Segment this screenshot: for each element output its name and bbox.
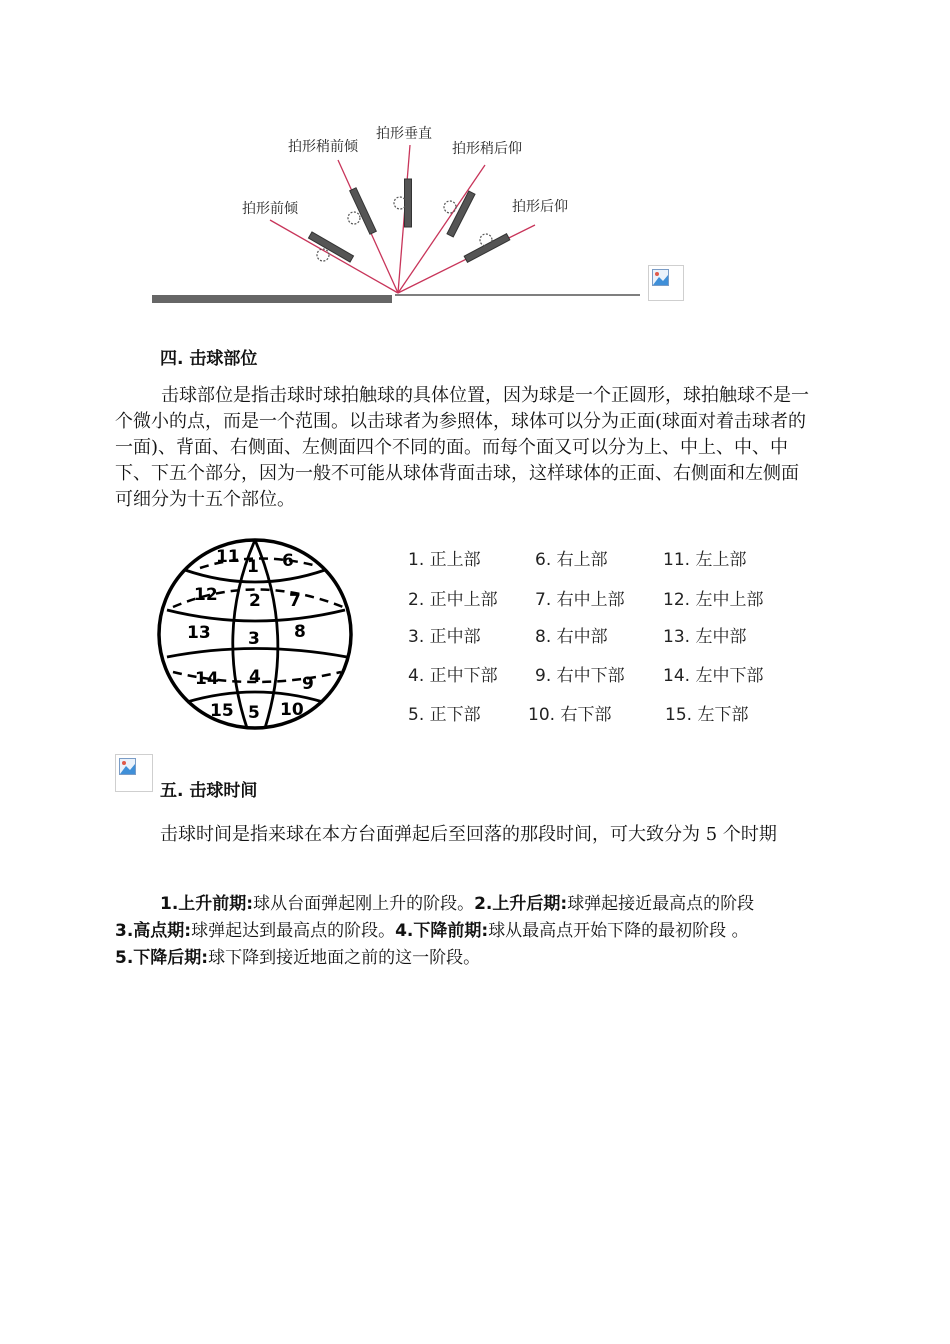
- label-slight-backward: 拍形稍后仰: [452, 141, 522, 157]
- period-desc: 球从台面弹起刚上升的阶段。: [253, 894, 475, 914]
- section-4-paragraph: 击球部位是指击球时球拍触球的具体位置，因为球是一个正圆形，球拍触球不是一个微小的点，而是一个范围。以击球者为参照体，球体可以分为正面(球面对着击球者的一面)、背面、右侧面、左侧面四个不同的面。而每个面又可以分为上、中上、中、中下、下五个部分，因为一般不可能从球体背面击球，这样球体的正面、右侧面和左侧面可细分为十五个部位。: [115, 385, 809, 510]
- period-term: 3.高点期:: [115, 921, 192, 941]
- legend-item: 3. 正中部: [408, 627, 481, 647]
- part-10: 10: [280, 700, 304, 720]
- ray-forward: [270, 220, 398, 293]
- periods-line-3: [115, 945, 825, 972]
- legend-item: 7. 右中上部: [535, 590, 625, 610]
- period-term: 1.上升前期:: [160, 894, 254, 914]
- broken-image-icon: [648, 265, 684, 301]
- label-backward: 拍形后仰: [512, 199, 568, 215]
- period-term: 5.下降后期:: [115, 948, 209, 968]
- section-5-intro: 击球时间是指来球在本方台面弹起后至回落的那段时间，可大致分为 5 个时期: [160, 824, 777, 845]
- racket-forward: [308, 232, 353, 262]
- part-1: 1: [247, 557, 259, 577]
- periods-line-1: [115, 891, 825, 918]
- legend-item: 9. 右中下部: [535, 666, 625, 686]
- legend-item: 12. 左中上部: [663, 590, 764, 610]
- part-13: 13: [187, 623, 211, 643]
- part-5: 5: [248, 703, 260, 723]
- racket-slight-forward: [350, 188, 377, 234]
- part-11: 11: [216, 547, 240, 567]
- legend-item: 8. 右中部: [535, 627, 608, 647]
- legend-item: 6. 右上部: [535, 550, 608, 570]
- legend-item: 1. 正上部: [408, 550, 481, 570]
- legend-item: 5. 正下部: [408, 705, 481, 725]
- legend-item: 4. 正中下部: [408, 666, 498, 686]
- ball-slight-forward: [348, 212, 360, 224]
- ball-slight-backward: [444, 201, 456, 213]
- legend-item: 13. 左中部: [663, 627, 747, 647]
- period-desc: 球从最高点开始下降的最初阶段 。: [488, 921, 749, 941]
- part-3: 3: [248, 629, 260, 649]
- period-term: 2.上升后期:: [474, 894, 568, 914]
- period-desc: 球弹起接近最高点的阶段: [567, 894, 755, 914]
- part-8: 8: [294, 622, 306, 642]
- label-vertical: 拍形垂直: [376, 126, 432, 142]
- period-term: 4.下降前期:: [395, 921, 489, 941]
- section-heading-5: 五. 击球时间: [160, 781, 258, 801]
- part-9: 9: [302, 674, 314, 694]
- part-15: 15: [210, 701, 234, 721]
- part-7: 7: [289, 591, 301, 611]
- periods-line-2: [115, 918, 825, 945]
- part-4: 4: [249, 667, 261, 687]
- section-heading-4: 四. 击球部位: [160, 349, 258, 369]
- legend-item: 2. 正中上部: [408, 590, 498, 610]
- legend-item: 11. 左上部: [663, 550, 747, 570]
- part-2: 2: [249, 591, 261, 611]
- part-12: 12: [194, 585, 218, 605]
- part-6: 6: [282, 551, 294, 571]
- section-5-periods: [115, 891, 825, 972]
- period-desc: 球弹起达到最高点的阶段。: [191, 921, 396, 941]
- table-edge-thick: [152, 295, 392, 303]
- label-slight-forward: 拍形稍前倾: [288, 139, 358, 155]
- legend-item: 10. 右下部: [528, 705, 612, 725]
- legend-item: 15. 左下部: [665, 705, 749, 725]
- part-14: 14: [195, 669, 219, 689]
- period-desc: 球下降到接近地面之前的这一阶段。: [208, 948, 481, 968]
- label-forward: 拍形前倾: [242, 201, 298, 217]
- racket-angle-diagram: [140, 110, 660, 310]
- racket-backward: [464, 234, 510, 263]
- legend-item: 14. 左中下部: [663, 666, 764, 686]
- broken-image-icon: [115, 754, 153, 792]
- ball-sections-diagram: [155, 532, 360, 732]
